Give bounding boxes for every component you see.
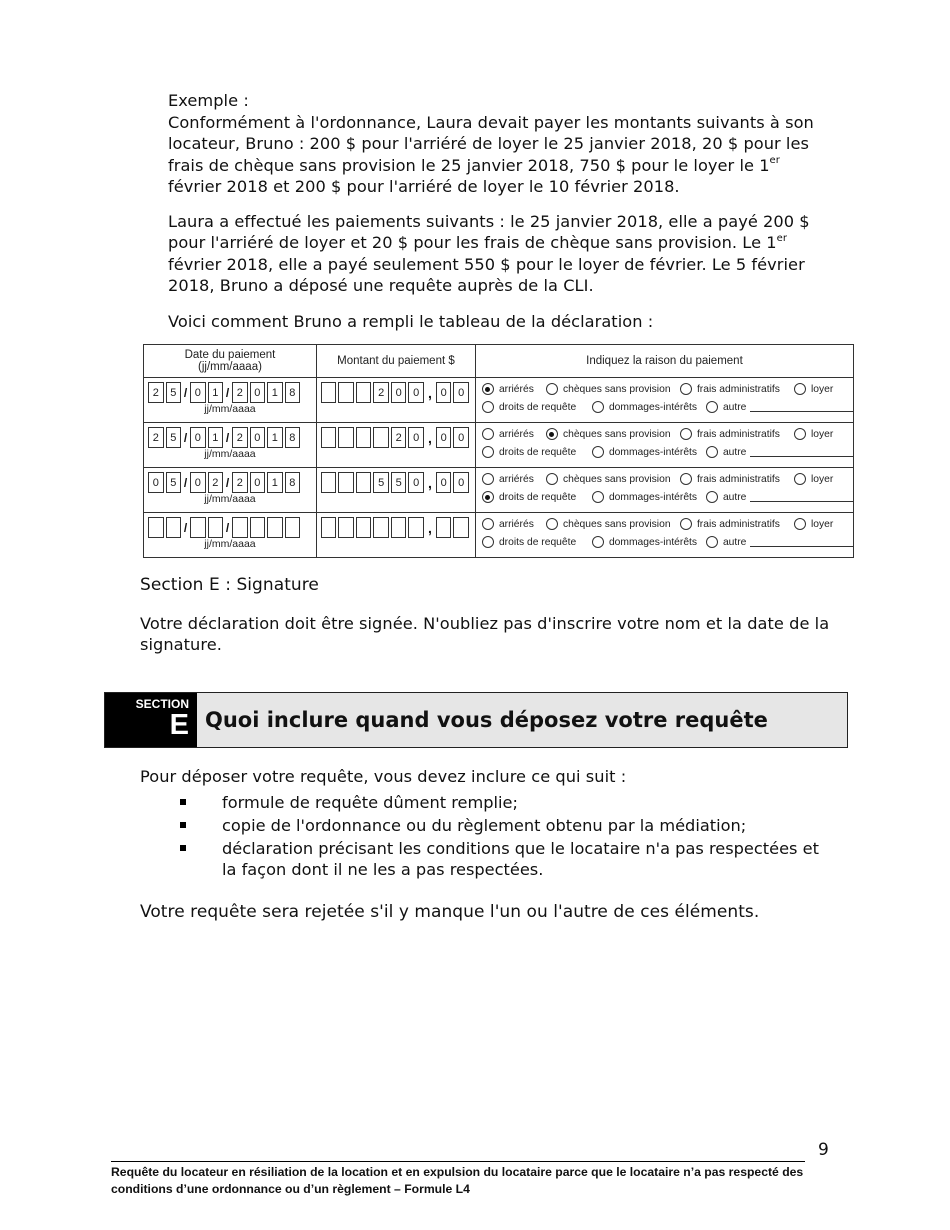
decimal-separator: , bbox=[428, 475, 432, 491]
radio-icon[interactable] bbox=[680, 518, 692, 530]
reason-label: autre bbox=[722, 536, 747, 548]
declaration-table bbox=[143, 344, 854, 558]
amount-digit-box[interactable] bbox=[373, 427, 389, 448]
reason-label: chèques sans provision bbox=[562, 518, 671, 530]
reason-option[interactable] bbox=[706, 401, 854, 413]
reason-label: loyer bbox=[810, 518, 834, 530]
table-row bbox=[144, 513, 854, 558]
radio-icon[interactable] bbox=[482, 518, 494, 530]
date-separator: / bbox=[225, 385, 230, 400]
footer-text: Requête du locateur en résiliation de la location et en expulsion du locataire parce que le locataire n’a pas respecté des conditions d’une ordonnance ou d’un règlement – Formule L4 bbox=[111, 1165, 804, 1196]
date-digit-box[interactable]: 0 bbox=[250, 427, 266, 448]
table-row bbox=[144, 468, 854, 513]
date-separator: / bbox=[225, 520, 230, 535]
reason-option[interactable] bbox=[546, 428, 671, 440]
reason-label: droits de requête bbox=[498, 401, 577, 413]
amount-digit-box[interactable]: 5 bbox=[373, 472, 389, 493]
amount-digit-box[interactable]: 0 bbox=[408, 472, 424, 493]
date-digit-box[interactable]: 1 bbox=[208, 427, 224, 448]
date-digit-box[interactable]: 1 bbox=[267, 472, 283, 493]
reason-label: dommages-intérêts bbox=[608, 491, 698, 503]
reason-option[interactable] bbox=[706, 536, 854, 548]
header-amount: Montant du paiement $ bbox=[316, 345, 475, 378]
amount-digit-box[interactable]: 0 bbox=[436, 382, 452, 403]
reason-option[interactable] bbox=[706, 491, 854, 503]
radio-icon[interactable] bbox=[482, 401, 494, 413]
radio-icon[interactable] bbox=[706, 446, 718, 458]
reason-label: chèques sans provision bbox=[562, 473, 671, 485]
reason-option[interactable] bbox=[680, 428, 780, 440]
amount-digit-box[interactable] bbox=[321, 427, 337, 448]
amount-digit-box[interactable]: 0 bbox=[408, 382, 424, 403]
section-e-heading: Section E : Signature bbox=[140, 575, 319, 595]
reason-label: frais administratifs bbox=[696, 428, 780, 440]
date-digit-box[interactable] bbox=[166, 517, 182, 538]
header-reason: Indiquez la raison du paiement bbox=[475, 345, 853, 378]
reason-label: dommages-intérêts bbox=[608, 446, 698, 458]
reason-label: autre bbox=[722, 446, 747, 458]
section-e-text: Votre déclaration doit être signée. N'oubliez pas d'inscrire votre nom et la date de la signature. bbox=[140, 614, 830, 655]
section-letter: E bbox=[169, 709, 189, 741]
date-digit-box[interactable]: 5 bbox=[166, 472, 182, 493]
reason-option[interactable] bbox=[482, 428, 534, 440]
reason-label: frais administratifs bbox=[696, 518, 780, 530]
amount-digit-box[interactable]: 2 bbox=[391, 427, 407, 448]
reason-label: chèques sans provision bbox=[562, 383, 671, 395]
radio-icon[interactable] bbox=[592, 446, 604, 458]
reason-label: dommages-intérêts bbox=[608, 536, 698, 548]
reason-option[interactable] bbox=[794, 383, 833, 395]
amount-digit-box[interactable]: 0 bbox=[453, 472, 469, 493]
reason-label: arriérés bbox=[498, 518, 534, 530]
date-separator: / bbox=[183, 430, 188, 445]
amount-digit-box[interactable] bbox=[436, 517, 452, 538]
radio-icon[interactable] bbox=[546, 473, 558, 485]
list-item: copie de l'ordonnance ou du règlement obtenu par la médiation; bbox=[178, 815, 838, 836]
amount-digit-box[interactable] bbox=[373, 517, 389, 538]
amount-digit-box[interactable]: 0 bbox=[436, 427, 452, 448]
reason-option[interactable] bbox=[794, 518, 833, 530]
amount-digit-box[interactable] bbox=[408, 517, 424, 538]
date-digit-box[interactable]: 0 bbox=[190, 382, 206, 403]
date-digit-box[interactable]: 0 bbox=[190, 472, 206, 493]
radio-icon[interactable] bbox=[482, 446, 494, 458]
date-format-hint: jj/mm/aaaa bbox=[204, 448, 256, 460]
reason-option[interactable] bbox=[680, 473, 780, 485]
include-lead: Pour déposer votre requête, vous devez inclure ce qui suit : bbox=[140, 767, 627, 786]
date-separator: / bbox=[225, 430, 230, 445]
amount-digit-box[interactable] bbox=[356, 427, 372, 448]
date-separator: / bbox=[183, 385, 188, 400]
reason-label: chèques sans provision bbox=[562, 428, 671, 440]
date-separator: / bbox=[183, 475, 188, 490]
reason-label: droits de requête bbox=[498, 446, 577, 458]
example-paragraph-2: Laura a effectué les paiements suivants : le 25 janvier 2018, elle a payé 200 $ pour l'arriéré de loyer et 20 $ pour les frais de chèque sans provision. Le 1er février 2018, elle a payé seulement 550 $ pour le loyer de février. Le 5 février 2018, Bruno a déposé une requête auprès de la CLI. bbox=[168, 212, 810, 295]
list-item: déclaration précisant les conditions que le locataire n'a pas respectées et la façon dont il ne les a pas respectées. bbox=[178, 838, 838, 881]
radio-icon[interactable] bbox=[482, 536, 494, 548]
reason-option[interactable] bbox=[680, 518, 780, 530]
date-digit-box[interactable]: 5 bbox=[166, 427, 182, 448]
amount-digit-box[interactable]: 0 bbox=[453, 427, 469, 448]
reason-option[interactable] bbox=[592, 536, 697, 548]
date-format-hint: jj/mm/aaaa bbox=[204, 538, 256, 550]
date-digit-box[interactable]: 2 bbox=[232, 472, 248, 493]
date-digit-box[interactable]: 8 bbox=[285, 427, 301, 448]
amount-digit-box[interactable]: 5 bbox=[391, 472, 407, 493]
reason-option[interactable] bbox=[482, 536, 576, 548]
include-list bbox=[178, 792, 838, 882]
reason-option[interactable] bbox=[482, 473, 534, 485]
reason-label: dommages-intérêts bbox=[608, 401, 698, 413]
date-digit-box[interactable] bbox=[190, 517, 206, 538]
date-digit-box[interactable]: 5 bbox=[166, 382, 182, 403]
amount-digit-box[interactable] bbox=[321, 472, 337, 493]
date-digit-box[interactable] bbox=[285, 517, 301, 538]
date-digit-box[interactable]: 2 bbox=[232, 427, 248, 448]
reason-option[interactable] bbox=[546, 473, 671, 485]
reason-option[interactable] bbox=[482, 518, 534, 530]
amount-digit-box[interactable]: 0 bbox=[391, 382, 407, 403]
reason-option[interactable] bbox=[546, 518, 671, 530]
include-closing: Votre requête sera rejetée s'il y manque l'un ou l'autre de ces éléments. bbox=[140, 902, 760, 922]
reason-label: autre bbox=[722, 491, 747, 503]
decimal-separator: , bbox=[428, 430, 432, 446]
example-paragraph-3: Voici comment Bruno a rempli le tableau de la déclaration : bbox=[168, 312, 654, 331]
radio-icon[interactable] bbox=[706, 536, 718, 548]
reason-option[interactable] bbox=[794, 428, 833, 440]
reason-option[interactable] bbox=[794, 473, 833, 485]
reason-option[interactable] bbox=[680, 383, 780, 395]
footer-divider bbox=[111, 1161, 805, 1162]
date-separator: / bbox=[225, 475, 230, 490]
reason-option[interactable] bbox=[482, 491, 576, 503]
page-number: 9 bbox=[818, 1140, 829, 1160]
amount-digit-box[interactable] bbox=[321, 382, 337, 403]
reason-option[interactable] bbox=[482, 401, 576, 413]
radio-icon[interactable] bbox=[794, 473, 806, 485]
radio-icon[interactable] bbox=[546, 518, 558, 530]
table-row bbox=[144, 378, 854, 423]
date-digit-box[interactable] bbox=[232, 517, 248, 538]
date-digit-box[interactable]: 8 bbox=[285, 472, 301, 493]
list-item: formule de requête dûment remplie; bbox=[178, 792, 838, 813]
radio-icon[interactable] bbox=[680, 473, 692, 485]
date-digit-box[interactable]: 0 bbox=[250, 382, 266, 403]
other-reason-line[interactable] bbox=[750, 537, 854, 547]
radio-icon[interactable] bbox=[592, 401, 604, 413]
amount-digit-box[interactable]: 0 bbox=[453, 382, 469, 403]
amount-digit-box[interactable] bbox=[356, 472, 372, 493]
reason-option[interactable] bbox=[706, 446, 854, 458]
reason-label: arriérés bbox=[498, 473, 534, 485]
reason-option[interactable] bbox=[592, 401, 697, 413]
reason-label: loyer bbox=[810, 473, 834, 485]
radio-icon[interactable] bbox=[546, 383, 558, 395]
reason-label: droits de requête bbox=[498, 536, 577, 548]
radio-icon[interactable] bbox=[546, 428, 558, 440]
example-paragraph-1: Conformément à l'ordonnance, Laura devait payer les montants suivants à son locateur, Bruno : 200 $ pour l'arriéré de loyer le 25 janvier 2018, 20 $ pour les frais de chèque sans provision le 25 janvier 2018, 750 $ pour le loyer le 1er février 2018 et 200 $ pour l'arriéré de loyer le 10 février 2018. bbox=[168, 113, 814, 196]
date-digit-box[interactable]: 0 bbox=[190, 427, 206, 448]
date-digit-box[interactable]: 1 bbox=[267, 427, 283, 448]
reason-option[interactable] bbox=[482, 383, 534, 395]
reason-option[interactable] bbox=[592, 446, 697, 458]
decimal-separator: , bbox=[428, 385, 432, 401]
radio-icon[interactable] bbox=[794, 428, 806, 440]
radio-icon[interactable] bbox=[706, 401, 718, 413]
date-digit-box[interactable]: 1 bbox=[267, 382, 283, 403]
amount-digit-box[interactable] bbox=[338, 472, 354, 493]
reason-option[interactable] bbox=[546, 383, 671, 395]
reason-label: autre bbox=[722, 401, 747, 413]
date-digit-box[interactable]: 1 bbox=[208, 382, 224, 403]
radio-icon[interactable] bbox=[482, 428, 494, 440]
radio-icon[interactable] bbox=[482, 473, 494, 485]
amount-digit-box[interactable] bbox=[338, 427, 354, 448]
reason-label: droits de requête bbox=[498, 491, 577, 503]
amount-digit-box[interactable] bbox=[356, 382, 372, 403]
reason-label: arriérés bbox=[498, 383, 534, 395]
radio-icon[interactable] bbox=[482, 491, 494, 503]
reason-option[interactable] bbox=[592, 491, 697, 503]
decimal-separator: , bbox=[428, 520, 432, 536]
other-reason-line[interactable] bbox=[750, 402, 854, 412]
amount-digit-box[interactable] bbox=[453, 517, 469, 538]
amount-digit-box[interactable] bbox=[338, 382, 354, 403]
radio-icon[interactable] bbox=[482, 383, 494, 395]
radio-icon[interactable] bbox=[794, 383, 806, 395]
date-digit-box[interactable] bbox=[148, 517, 164, 538]
amount-digit-box[interactable] bbox=[356, 517, 372, 538]
reason-label: arriérés bbox=[498, 428, 534, 440]
amount-digit-box[interactable] bbox=[321, 517, 337, 538]
date-digit-box[interactable]: 0 bbox=[250, 472, 266, 493]
section-banner bbox=[104, 692, 848, 748]
example-heading: Exemple : bbox=[168, 91, 249, 110]
header-date: Date du paiement (jj/mm/aaaa) bbox=[144, 345, 317, 378]
amount-digit-box[interactable]: 0 bbox=[408, 427, 424, 448]
date-format-hint: jj/mm/aaaa bbox=[204, 403, 256, 415]
section-word: SECTION bbox=[135, 697, 189, 711]
other-reason-line[interactable] bbox=[750, 447, 854, 457]
section-title: Quoi inclure quand vous déposez votre requête bbox=[197, 693, 847, 747]
radio-icon[interactable] bbox=[592, 536, 604, 548]
reason-label: loyer bbox=[810, 428, 834, 440]
other-reason-line[interactable] bbox=[750, 492, 854, 502]
radio-icon[interactable] bbox=[706, 491, 718, 503]
radio-icon[interactable] bbox=[592, 491, 604, 503]
date-digit-box[interactable] bbox=[208, 517, 224, 538]
date-digit-box[interactable] bbox=[250, 517, 266, 538]
amount-digit-box[interactable]: 2 bbox=[373, 382, 389, 403]
table-row bbox=[144, 423, 854, 468]
reason-label: frais administratifs bbox=[696, 473, 780, 485]
reason-option[interactable] bbox=[482, 446, 576, 458]
date-format-hint: jj/mm/aaaa bbox=[204, 493, 256, 505]
date-digit-box[interactable]: 2 bbox=[232, 382, 248, 403]
date-digit-box[interactable] bbox=[267, 517, 283, 538]
reason-label: frais administratifs bbox=[696, 383, 780, 395]
amount-digit-box[interactable] bbox=[391, 517, 407, 538]
reason-label: loyer bbox=[810, 383, 834, 395]
radio-icon[interactable] bbox=[680, 383, 692, 395]
amount-digit-box[interactable]: 0 bbox=[436, 472, 452, 493]
radio-icon[interactable] bbox=[794, 518, 806, 530]
radio-icon[interactable] bbox=[680, 428, 692, 440]
date-digit-box[interactable]: 2 bbox=[148, 382, 164, 403]
date-digit-box[interactable]: 2 bbox=[148, 427, 164, 448]
date-digit-box[interactable]: 2 bbox=[208, 472, 224, 493]
amount-digit-box[interactable] bbox=[338, 517, 354, 538]
date-digit-box[interactable]: 8 bbox=[285, 382, 301, 403]
date-separator: / bbox=[183, 520, 188, 535]
date-digit-box[interactable]: 0 bbox=[148, 472, 164, 493]
section-label bbox=[105, 693, 197, 747]
